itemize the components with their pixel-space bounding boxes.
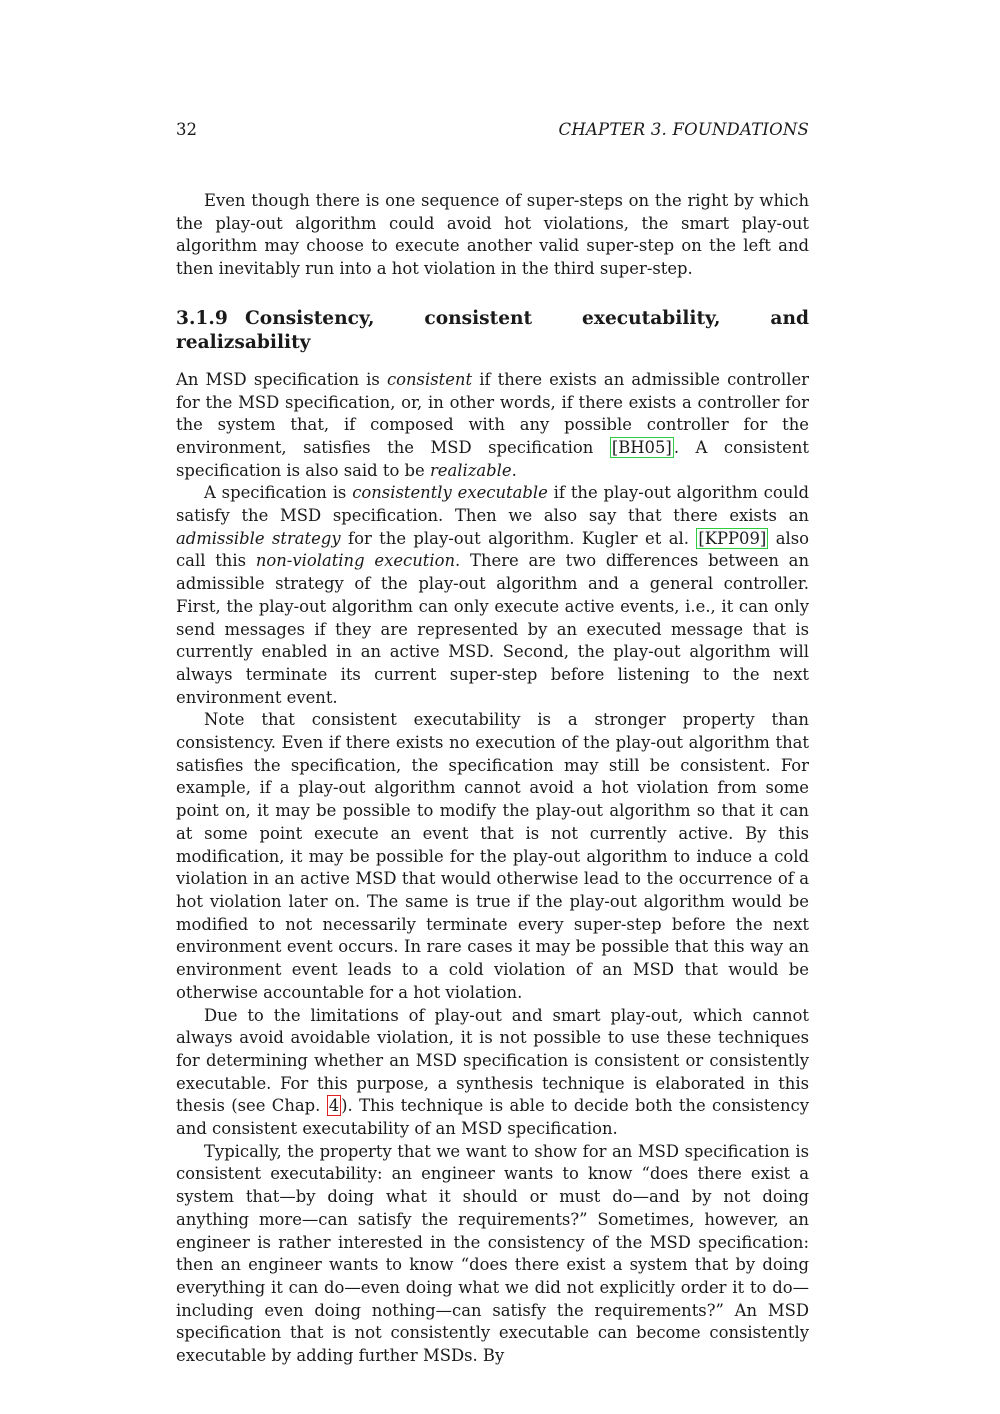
paragraph-consistency <box>176 369 809 483</box>
section-number: 3.1.9 <box>176 307 228 329</box>
emphasis-term: consistent <box>386 369 473 389</box>
text-run: . A consistent specification is also said to be <box>176 437 809 480</box>
text-run: . There are two differences between an admissible strategy of the play-out algorithm and a general controller. First, the play-out algorithm can only execute active events, i.e., it can only send messages if they are represented by an executed message that is currently enabled in an active MSD. Second, the play-out algorithm will always terminate its current super-step before listening to the next environment event. <box>176 551 810 707</box>
paragraph-consistent-executability <box>176 482 809 709</box>
page-body <box>176 190 809 1368</box>
text-run: Due to the limitations of play-out and smart play-out, which cannot always avoid avoidable violation, it is not possible to use these techniques for determining whether an MSD specification is consistent or consistently executable. For this purpose, a synthesis technique is elaborated in this thesis (see Chap. <box>176 1005 809 1116</box>
citation-link-kpp09[interactable]: [KPP09] <box>698 528 767 548</box>
text-run: An MSD specification is <box>176 369 387 389</box>
chapter-reference-link[interactable]: 4 <box>328 1096 340 1116</box>
text-run: if the play-out algorithm could satisfy the MSD specification. Then we also say that there exists an <box>176 483 809 526</box>
paragraph-typically: Typically, the property that we want to show for an MSD specification is consistent executability: an engineer wants to know “does there exist a system that—by doing what it should or must do—and by not doing anything more—can satisfy the requirements?” Sometimes, however, an engineer is rather interested in the consistency of the MSD specification: then an engineer wants to know “does there exist a system that by doing everything it can do—even doing what we did not explicitly order it to do—including even doing nothing—can satisfy the requirements?” An MSD specification that is not consistently executable can become consistently executable by adding further MSDs. By <box>176 1141 809 1366</box>
emphasis-term: consistently executable <box>352 483 548 503</box>
emphasis-term: admissible strategy <box>176 528 341 548</box>
text-run: for the play-out algorithm. Kugler et al. <box>340 528 697 548</box>
text-run: if there exists an admissible controller for the MSD specification, or, in other words, if there exists a controller for the system that, if composed with any possible controller for the environment, satisfies the MSD specification <box>176 369 810 457</box>
text-run: . <box>511 460 517 480</box>
paragraph-note: Note that consistent executability is a stronger property than consistency. Even if there exists no execution of the play-out algorithm that satisfies the specification, the specification may still be consistent. For example, if a play-out algorithm cannot avoid a hot violation from some point on, it may be possible to modify the play-out algorithm so that it can at some point execute an event that is not currently active. By this modification, it may be possible for the play-out algorithm to induce a cold violation in an active MSD that would otherwise lead to the occurrence of a hot violation later on. The same is true if the play-out algorithm would be modified to not necessarily terminate every super-step before the next environment event occurs. In rare cases it may be possible that this way an environment event leads to a cold violation of an MSD that would be otherwise accountable for a hot violation. <box>176 710 809 1002</box>
section-title: Consistency, consistent executability, and realizsability <box>176 307 809 353</box>
emphasis-term: realizable <box>429 460 512 480</box>
text-run: A specification is <box>204 483 353 503</box>
running-title: CHAPTER 3. FOUNDATIONS <box>558 120 809 139</box>
intro-paragraph: Even though there is one sequence of super-steps on the right by which the play-out algorithm could avoid hot violations, the smart play-out algorithm may choose to execute another valid super-step on the left and then inevitably run into a hot violation in the third super-step. <box>176 191 809 279</box>
text-run: ). This technique is able to decide both the consistency and consistent executability of an MSD specification. <box>176 1096 809 1139</box>
page-header <box>176 120 809 144</box>
text-run: also call this <box>176 528 809 571</box>
emphasis-term: non-violating execution <box>255 551 456 571</box>
page-number: 32 <box>176 120 197 139</box>
section-heading <box>176 307 809 355</box>
citation-link-bh05[interactable]: [BH05] <box>611 437 672 457</box>
paragraph-limitations <box>176 1005 809 1141</box>
